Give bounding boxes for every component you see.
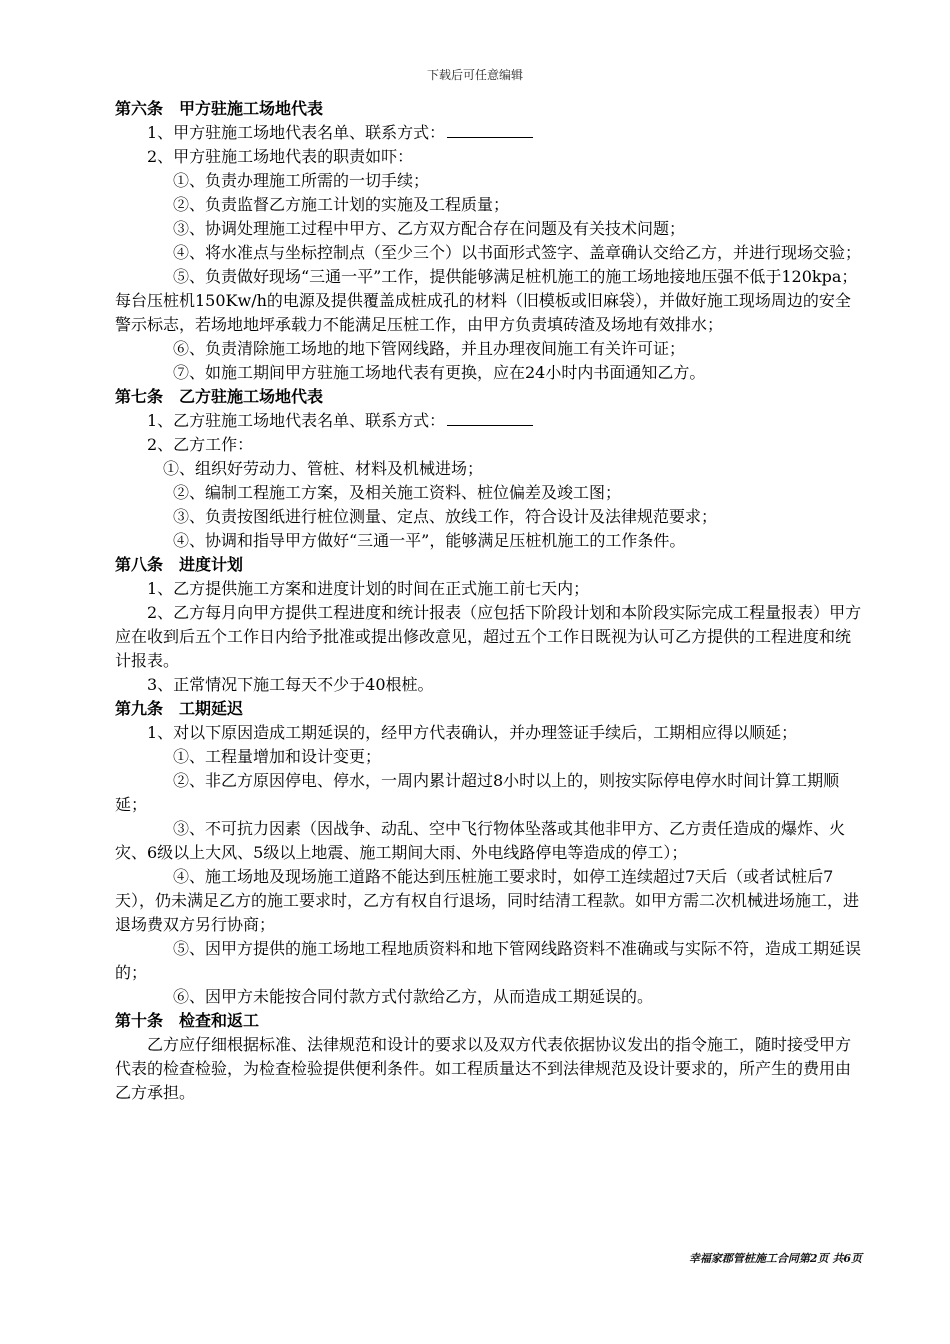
page-footer: 幸福家郡管桩施工合同第2页 共6页 xyxy=(688,1252,862,1265)
article-6-item-1 xyxy=(115,121,863,145)
article-6-duty-3: ③、协调处理施工过程中甲方、乙方双方配合存在问题及有关技术问题； xyxy=(173,219,686,238)
article-9-cause-4: ④、施工场地及现场施工道路不能达到压桩施工要求时，如停工连续超过7天后（或者试桩后7天），仍未满足乙方的施工要求时，乙方有权自行退场，同时结清工程款。如甲方需二次机械进场施工，进退场费双方另行协商； xyxy=(115,867,860,934)
article-9-cause-6: ⑥、因甲方未能按合同付款方式付款给乙方，从而造成工期延误的。 xyxy=(173,987,654,1006)
article-6-duty-2: ②、负责监督乙方施工计划的实施及工程质量； xyxy=(173,195,510,214)
article-7-duty-3: ③、负责按图纸进行桩位测量、定点、放线工作，符合设计及法律规范要求； xyxy=(173,507,718,526)
article-6-duty-6: ⑥、负责清除施工场地的地下管网线路，并且办理夜间施工有关许可证； xyxy=(173,339,686,358)
article-7-item-1 xyxy=(115,409,863,433)
contract-body xyxy=(115,97,863,1105)
page-header: 下载后可任意编辑 xyxy=(426,68,523,82)
blank-line xyxy=(447,411,533,426)
article-9-cause-2: ②、非乙方原因停电、停水，一周内累计超过8小时以上的，则按实际停电停水时间计算工期顺延； xyxy=(115,771,840,814)
article-9-cause-1: ①、工程量增加和设计变更； xyxy=(173,747,382,766)
article-9-item-1: 1、对以下原因造成工期延误的，经甲方代表确认，并办理签证手续后，工期相应得以顺延； xyxy=(147,723,798,742)
article-6-duty-4: ④、将水准点与坐标控制点（至少三个）以书面形式签字、盖章确认交给乙方，并进行现场交验； xyxy=(173,243,862,262)
article-8-item-3: 3、正常情况下施工每天不少于40根桩。 xyxy=(147,675,434,694)
article-7-item-1-text: 1、乙方驻施工场地代表名单、联系方式： xyxy=(147,411,446,430)
article-7-title: 第七条 乙方驻施工场地代表 xyxy=(115,387,324,406)
article-8-item-1: 1、乙方提供施工方案和进度计划的时间在正式施工前七天内； xyxy=(147,579,590,598)
article-7-duty-4: ④、协调和指导甲方做好“三通一平”，能够满足压桩机施工的工作条件。 xyxy=(173,531,686,550)
article-10-paragraph: 乙方应仔细根据标准、法律规范和设计的要求以及双方代表依据协议发出的指令施工，随时接受甲方代表的检查检验，为检查检验提供便利条件。如工程质量达不到法律规范及设计要求的，所产生的费用由乙方承担。 xyxy=(115,1035,852,1102)
article-6-item-2: 2、甲方驻施工场地代表的职责如吓： xyxy=(147,147,414,166)
article-6-duty-1: ①、负责办理施工所需的一切手续； xyxy=(173,171,430,190)
article-6-title: 第六条 甲方驻施工场地代表 xyxy=(115,99,324,118)
article-8-title: 第八条 进度计划 xyxy=(115,555,244,574)
article-9-title: 第九条 工期延迟 xyxy=(115,699,244,718)
article-6-duty-5: ⑤、负责做好现场“三通一平”工作，提供能够满足桩机施工的施工场地接地压强不低于120kpa；每台压桩机150Kw/h的电源及提供覆盖成桩成孔的材料（旧模板或旧麻袋），并做好施工现场周边的安全警示标志，若场地地坪承载力不能满足压桩工作，由甲方负责填砖渣及场地有效排水； xyxy=(115,267,858,334)
blank-line xyxy=(447,123,533,138)
article-7-item-2: 2、乙方工作： xyxy=(147,435,254,454)
article-8-item-2: 2、乙方每月向甲方提供工程进度和统计报表（应包括下阶段计划和本阶段实际完成工程量报表）甲方应在收到后五个工作日内给予批准或提出修改意见，超过五个工作日既视为认可乙方提供的工程进度和统计报表。 xyxy=(115,603,862,670)
article-9-cause-5: ⑤、因甲方提供的施工场地工程地质资料和地下管网线路资料不准确或与实际不符，造成工期延误的； xyxy=(115,939,862,982)
article-10-title: 第十条 检查和返工 xyxy=(115,1011,260,1030)
article-7-duty-2: ②、编制工程施工方案，及相关施工资料、桩位偏差及竣工图； xyxy=(173,483,622,502)
article-7-duty-1: ①、组织好劳动力、管桩、材料及机械进场； xyxy=(163,459,484,478)
article-9-cause-3: ③、不可抗力因素（因战争、动乱、空中飞行物体坠落或其他非甲方、乙方责任造成的爆炸、火灾、6级以上大风、5级以上地震、施工期间大雨、外电线路停电等造成的停工）； xyxy=(115,819,846,862)
article-6-duty-7: ⑦、如施工期间甲方驻施工场地代表有更换，应在24小时内书面通知乙方。 xyxy=(173,363,706,382)
article-6-item-1-text: 1、甲方驻施工场地代表名单、联系方式： xyxy=(147,123,446,142)
